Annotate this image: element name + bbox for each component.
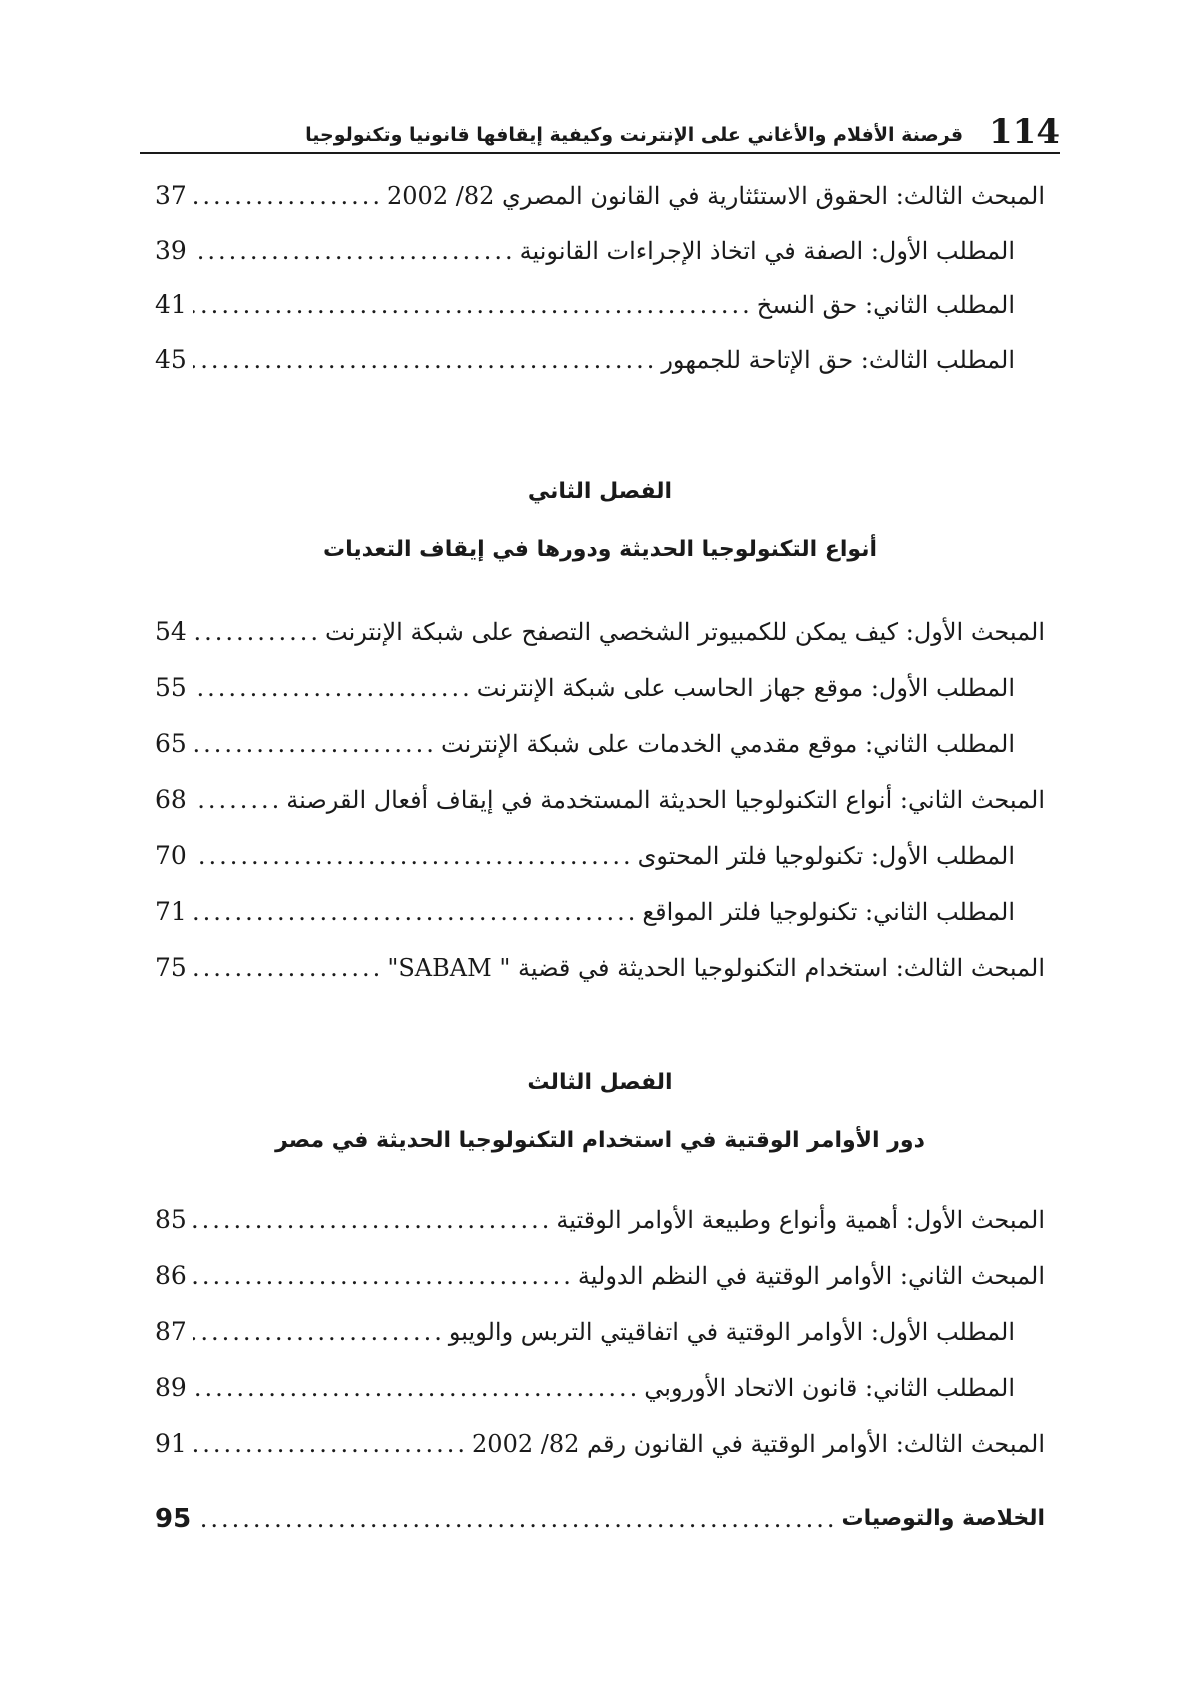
- toc-entry-text: المطلب الأول: موقع جهاز الحاسب على شبكة الإنترنت: [476, 674, 1015, 702]
- toc-entry-text: المبحث الأول: كيف يمكن للكمبيوتر الشخصي التصفح على شبكة الإنترنت: [325, 618, 1045, 646]
- dot-leader: [193, 1366, 640, 1410]
- toc-entry-conclusion: [155, 1497, 1045, 1541]
- toc-entry-page: 86: [155, 1261, 187, 1290]
- toc-entry: [155, 778, 1045, 822]
- dot-leader: [193, 229, 516, 273]
- toc-entry: [155, 890, 1015, 934]
- toc-entry-text: المبحث الثالث: الأوامر الوقتية في القانون رقم 82/ 2002: [472, 1430, 1045, 1458]
- chapter-label: الفصل الثالث: [527, 1070, 673, 1095]
- dot-leader: [193, 1310, 445, 1354]
- toc-entry-text: المطلب الثالث: حق الإتاحة للجمهور: [661, 346, 1015, 374]
- toc-entry-page: 87: [155, 1317, 187, 1346]
- running-header: [140, 100, 1060, 152]
- running-title: قرصنة الأفلام والأغاني على الإنترنت وكيفية إيقافها قانونيا وتكنولوجيا: [305, 124, 964, 146]
- toc-entry-text: المطلب الأول: الأوامر الوقتية في اتفاقيتي التربس والويبو: [448, 1318, 1015, 1346]
- toc-entry-page: 55: [155, 673, 187, 702]
- dot-leader: [193, 1198, 553, 1242]
- header-divider: [140, 152, 1060, 154]
- toc-entry-page: 95: [155, 1504, 192, 1534]
- toc-entry: [155, 834, 1015, 878]
- toc-entry-text: المبحث الأول: أهمية وأنواع وطبيعة الأوامر الوقتية: [556, 1206, 1045, 1234]
- toc-entry: [155, 229, 1015, 273]
- toc-entry: [155, 722, 1015, 766]
- chapter-title: دور الأوامر الوقتية في استخدام التكنولوجيا الحديثة في مصر: [275, 1128, 925, 1153]
- toc-entry-page: 39: [155, 236, 187, 265]
- toc-entry-page: 89: [155, 1373, 187, 1402]
- toc-entry: [155, 1198, 1045, 1242]
- toc-entry-text: المبحث الثاني: الأوامر الوقتية في النظم الدولية: [577, 1262, 1045, 1290]
- dot-leader: [193, 1422, 468, 1466]
- dot-leader: [193, 778, 282, 822]
- toc-entry: [155, 1366, 1015, 1410]
- dot-leader: [193, 666, 473, 710]
- toc-entry-page: 68: [155, 785, 187, 814]
- toc-entry: [155, 610, 1045, 654]
- dot-leader: [197, 1497, 837, 1541]
- dot-leader: [193, 722, 437, 766]
- toc-entry-text: المبحث الثالث: الحقوق الاستئثارية في القانون المصري 82/ 2002: [387, 182, 1045, 210]
- toc-entry: [155, 174, 1045, 218]
- toc-entry: [155, 1254, 1045, 1298]
- dot-leader: [193, 946, 384, 990]
- toc-entry-text: المطلب الثاني: موقع مقدمي الخدمات على شبكة الإنترنت: [440, 730, 1015, 758]
- toc-entry-page: 70: [155, 841, 187, 870]
- toc-entry: [155, 666, 1015, 710]
- dot-leader: [193, 283, 753, 327]
- toc-entry-page: 85: [155, 1205, 187, 1234]
- toc-entry-page: 37: [155, 181, 187, 210]
- toc-entry: [155, 1422, 1045, 1466]
- toc-entry: [155, 283, 1015, 327]
- toc-entry-text: المطلب الثاني: قانون الاتحاد الأوروبي: [644, 1374, 1015, 1402]
- toc-entry-page: 41: [155, 290, 187, 319]
- toc-entry-page: 54: [155, 617, 187, 646]
- toc-entry-text: المطلب الأول: الصفة في اتخاذ الإجراءات القانونية: [519, 237, 1015, 265]
- dot-leader: [193, 834, 634, 878]
- toc-entry-text: المطلب الأول: تكنولوجيا فلتر المحتوى: [637, 842, 1015, 870]
- dot-leader: [193, 610, 321, 654]
- dot-leader: [193, 890, 639, 934]
- toc-entry-text: المطلب الثاني: حق النسخ: [756, 291, 1015, 319]
- chapter-title: أنواع التكنولوجيا الحديثة ودورها في إيقاف التعديات: [322, 537, 878, 562]
- dot-leader: [193, 338, 658, 382]
- toc-entry-page: 65: [155, 729, 187, 758]
- toc-entry-text: الخلاصة والتوصيات: [841, 1506, 1045, 1531]
- toc-entry: [155, 338, 1015, 382]
- toc-entry: [155, 1310, 1015, 1354]
- toc-entry-text: المطلب الثاني: تكنولوجيا فلتر المواقع: [642, 898, 1015, 926]
- toc-entry-page: 75: [155, 953, 187, 982]
- toc-entry-page: 45: [155, 345, 187, 374]
- dot-leader: [193, 1254, 574, 1298]
- dot-leader: [193, 174, 383, 218]
- toc-entry-page: 71: [155, 897, 187, 926]
- toc-entry: [155, 946, 1045, 990]
- toc-entry-page: 91: [155, 1429, 187, 1458]
- toc-entry-text: المبحث الثالث: استخدام التكنولوجيا الحديثة في قضية " SABAM": [387, 954, 1045, 982]
- page-number: 114: [989, 112, 1060, 152]
- toc-entry-text: المبحث الثاني: أنواع التكنولوجيا الحديثة المستخدمة في إيقاف أفعال القرصنة: [286, 786, 1045, 814]
- chapter-label: الفصل الثاني: [527, 479, 673, 504]
